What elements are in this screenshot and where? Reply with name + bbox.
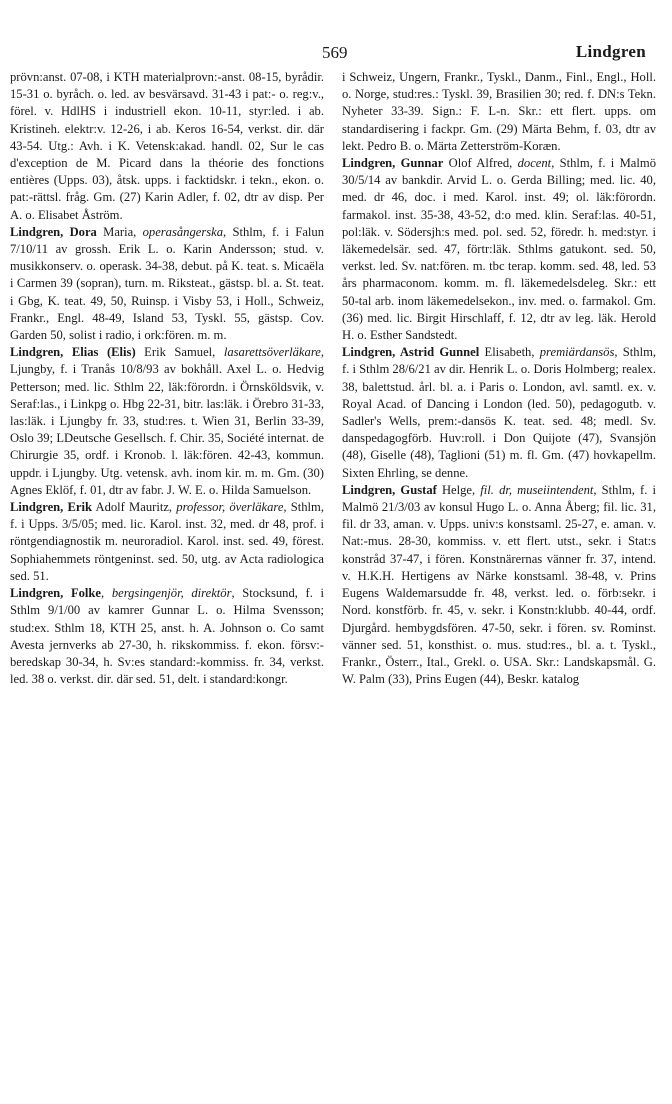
entry-gustaf bbox=[342, 482, 656, 688]
entry-text: , Sthlm, f. i Malmö 21/3/03 av konsul Hugo L. o. Anna Åberg; fil. lic. 31, fil. dr 33, aman. v. Upps. univ:s konstsaml. 25-27, e. aman. v. Nat:-mus. 28-30, kommiss. v. ett flert. utst., sekr. i Stat:s konstråd 37-47, i fören. Konstnärernas vänner fr. 37, intend. v. H.K.H. Hertigens av Närke konstsaml. 38-48, v. Prins Eugens Waldemarsudde fr. 48, verkst. led. o. förb:sekr. i Nord. konstförb. fr. 45, v. sekr. i Konstn:klubb. 40-44, ordf. Djurgård. hembygdsfören. 47-50, sekr. i fören. sv. Rominst. vänner sed. 51, konsthist. o. mus. stud:res., bl. a. t. Tyskl., Frankr., Österr., Ital., Grekl. o. USA. Skr.: Landskapsmål. G. W. Palm (33), Prins Eugen (44), Beskr. katalog bbox=[342, 482, 656, 687]
running-head: Lindgren bbox=[575, 42, 646, 61]
entry-text: , Sthlm, f. i Falun 7/10/11 av grossh. Erik L. o. Karin Andersson; stud. v. musikkonserv. o. operask. 34-38, debut. på K. teat. s. Micaëla i Carmen 39 (sopran), turn. m. Riksteat., gästsp. bl. a. St. teat. i Gbg, K. teat. 49, 50, Ruinsp. i Visby 53, i Holl., Schweiz, Frankr., Engl. 48-49, Island 53, Tyskl. 55, gästsp. Cov. Garden 50, solist i radio, i ork:fören. m. m. bbox=[10, 224, 324, 343]
entry-text: , Sthlm, f. i Sthlm 28/6/21 av dir. Henrik L. o. Doris Holmberg; realex. 38, balettstud. årl. bl. a. i Paris o. London, avl. samtl. ex. v. Royal Acad. of Dancing i London (led. 50), pedagogutb. v. Sadler's Wells, prem:-dansös K. teat. sed. 48; medl. Sv. danspedagogförb. Huv:roll. i Don Quijote (47), Svansjön (48), Giselle (48), Taglioni (51) m. fl. Gm. (47) hovkapellm. Sixten Ehrling, se denne. bbox=[342, 345, 657, 480]
entry-lead: , bbox=[101, 586, 112, 601]
entry-title: operasångerska bbox=[142, 224, 224, 239]
entry-folke bbox=[10, 585, 324, 688]
entry-name: Lindgren, Elias (Elis) bbox=[10, 345, 136, 360]
entry-name: Lindgren, Folke bbox=[10, 586, 102, 601]
entry-text: , Sthlm, f. i Upps. 3/5/05; med. lic. Karol. inst. 32, med. dr 48, prof. i röntgendiagnostik m. neuroradiol. Karol. inst. sed. 49, förest. Sophiahemmets röntgeninst. sed. 50, utg. av Acta radiologica sed. 51. bbox=[10, 500, 324, 583]
entry-lead: Olof Alfred, bbox=[443, 156, 518, 171]
entry-title: bergsingenjör, direktör bbox=[111, 586, 232, 601]
entry-continuation bbox=[10, 69, 324, 224]
entry-title: fil. dr, museiintendent bbox=[480, 482, 594, 497]
entry-dora bbox=[10, 224, 324, 344]
entry-lead: Helge, bbox=[436, 482, 481, 497]
entry-title: premiärdansös bbox=[539, 345, 615, 360]
entry-name: Lindgren, Astrid Gunnel bbox=[342, 345, 480, 360]
left-column bbox=[10, 69, 324, 688]
entry-text: , Ljungby, f. i Tranås 10/8/93 av bokhåll. Axel L. o. Hedvig Petterson; med. lic. Sthlm 22, läk:förordn. i Örnsköldsvik, v. Seraf:las., i Linkpg o. Hbg 22-31, bitr. las:läk. i Örebro 31-33, las:läk. i Ljungby fr. 33, stud:res. t. Wien 31, Berlin 33-39, Oslo 39; LDeutsche Gesellsch. f. Chir. 35, Société internat. de Chirurgie 35, ordf. i Kronob. l. läk:fören. 42-43, kommun. uppdr. i Ljungby. Utg. vetensk. avh. inom kir. m. m. Gm. (30) Agnes Eklöf, f. 01, dtr av fabr. J. W. E. o. Hilda Samuelson. bbox=[10, 345, 324, 497]
entry-gunnar bbox=[342, 155, 656, 344]
entry-lead: Adolf Mauritz, bbox=[92, 500, 177, 515]
entry-name: Lindgren, Erik bbox=[10, 500, 92, 515]
entry-text: prövn:anst. 07-08, i KTH materialprovn:-anst. 08-15, byrådir. 15-31 o. byråch. o. led. av besvärsavd. 31-43 i pat:- o. reg:v., förel. v. HdlHS i industriell ekon. 10-11, styr:led. i ab. Kristineh. elektr:v. 12-26, i ab. Keros 16-54, verkst. dir. där 43-54. Utg.: Avh. i K. Vetensk:akad. handl. 02, Sur le cas d'exception de M. Picard dans la théorie des fonctions entières (Upps. 03), åtsk. upps. i facktidskr. i tekn., ekon. o. pat:-rättsl. fråg. Gm. (27) Karin Adler, f. 02, dtr av disp. Per A. o. Elisabet Åström. bbox=[10, 70, 324, 222]
entry-elias bbox=[10, 344, 324, 499]
right-column bbox=[342, 69, 656, 688]
entry-continuation bbox=[342, 69, 656, 155]
entry-title: docent bbox=[517, 156, 552, 171]
entry-gunnel bbox=[342, 344, 656, 482]
entry-name: Lindgren, Dora bbox=[10, 224, 97, 239]
entry-lead: Erik Samuel, bbox=[135, 345, 224, 360]
entry-text: , Sthlm, f. i Malmö 30/5/14 av bankdir. Arvid L. o. Gerda Billing; med. lic. 40, med. dr 46, doc. i med. Karol. inst. 49; ol. läk:förordn. farmakol. inst. 35-38, 43-52, d:o med. klin. Seraf:las. 40-51, pol:läk. v. Södersjh:s med. pol. sed. 52, föredr. h. med:styr. i läkemedelsär. sed. 47, förtr:läk. Sthlms gatukont. sed. 50, verkst. led. Sv. nat:fören. m. tbc terap. komm. sed. 48, led. 53 års pharmaconom. komm. m. fl. läkemedelsdeleg. Skr.: ett 50-tal arb. inom läkemedelsekon., inv. med. o. farmakol. Gm. (36) med. lic. Birgit Hirschlaff, f. 12, dtr av leg. läk. Herold H. o. Esther Sandstedt. bbox=[342, 156, 656, 343]
page-number: 569 bbox=[322, 43, 348, 62]
entry-name: Lindgren, Gunnar bbox=[342, 156, 444, 171]
entry-text: i Schweiz, Ungern, Frankr., Tyskl., Danm., Finl., Engl., Holl. o. Norge, stud:res.: Tyskl. 39, Brasilien 30; red. f. DN:s Tekn. Nyheter 33-39. Sign.: F. L-n. Skr.: ett flert. upps. om standardisering i fackpr. Gm. (29) Märta Behm, f. 03, dtr av lekt. Pedro B. o. Märta Zetterström-Koræn. bbox=[342, 70, 656, 153]
entry-title: lasarettsöverläkare bbox=[223, 345, 321, 360]
entry-lead: Elisabeth, bbox=[479, 345, 540, 360]
entry-lead: Maria, bbox=[96, 224, 143, 239]
entry-name: Lindgren, Gustaf bbox=[342, 482, 437, 497]
entry-erik bbox=[10, 499, 324, 585]
entry-title: professor, överläkare bbox=[176, 500, 284, 515]
entry-text: , Stocksund, f. i Sthlm 9/1/00 av kamrer Gunnar L. o. Hilma Svensson; stud:ex. Sthlm 18, KTH 25, anst. h. A. Johnson o. Co samt Avesta jernverks ab 27-30, h. rikskommiss. f. ekon. försv:-beredskap 30-34, h. Sv:es standard:-kommiss. fr. 34, verkst. led. 38 o. verkst. dir. där sed. 51, delt. i standard:kongr. bbox=[10, 586, 325, 687]
